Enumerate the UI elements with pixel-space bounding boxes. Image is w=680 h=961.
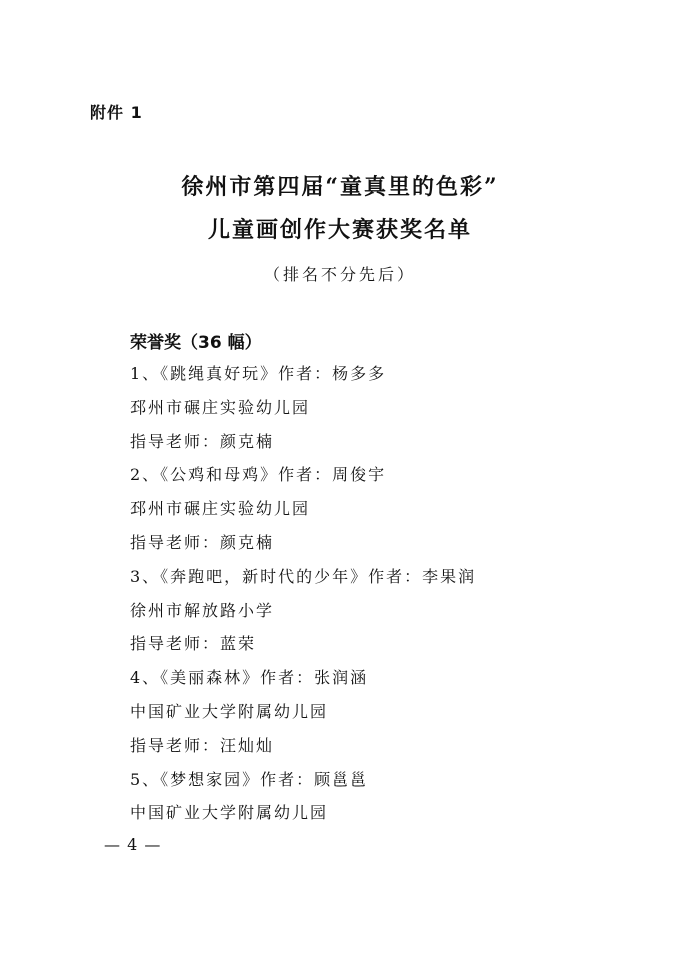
entry-3-teacher: 指导老师：蓝荣: [130, 634, 257, 654]
page-number: — 4 —: [104, 835, 162, 854]
entry-5-title-author: 5、《梦想家园》作者：顾邕邕: [130, 769, 369, 789]
document-title-line-2: 儿童画创作大赛获奖名单: [207, 217, 472, 243]
entry-2-title-author: 2、《公鸡和母鸡》作者：周俊宇: [130, 465, 387, 485]
entry-1-teacher: 指导老师：颜克楠: [130, 431, 275, 451]
document-subtitle: （排名不分先后）: [263, 265, 416, 284]
entry-3-school: 徐州市解放路小学: [130, 600, 275, 620]
document-title-line-1: 徐州市第四届“童真里的色彩”: [181, 174, 499, 200]
award-entry-list: [130, 362, 590, 835]
entry-2-teacher: 指导老师：颜克楠: [130, 532, 275, 552]
entry-3-title-author: 3、《奔跑吧，新时代的少年》作者：李果润: [130, 566, 477, 586]
entry-4-teacher: 指导老师：汪灿灿: [130, 735, 275, 755]
entry-2-school: 邳州市碾庄实验幼儿园: [130, 499, 311, 519]
attachment-label: 附件 1: [90, 103, 143, 122]
entry-1-title-author: 1、《跳绳真好玩》作者：杨多多: [130, 364, 387, 383]
entry-5-school: 中国矿业大学附属幼儿园: [130, 803, 329, 823]
entry-4-title-author: 4、《美丽森林》作者：张润涵: [130, 668, 369, 688]
award-category-heading: 荣誉奖（36 幅）: [130, 333, 262, 353]
entry-1-school: 邳州市碾庄实验幼儿园: [130, 397, 311, 417]
entry-4-school: 中国矿业大学附属幼儿园: [130, 701, 329, 721]
